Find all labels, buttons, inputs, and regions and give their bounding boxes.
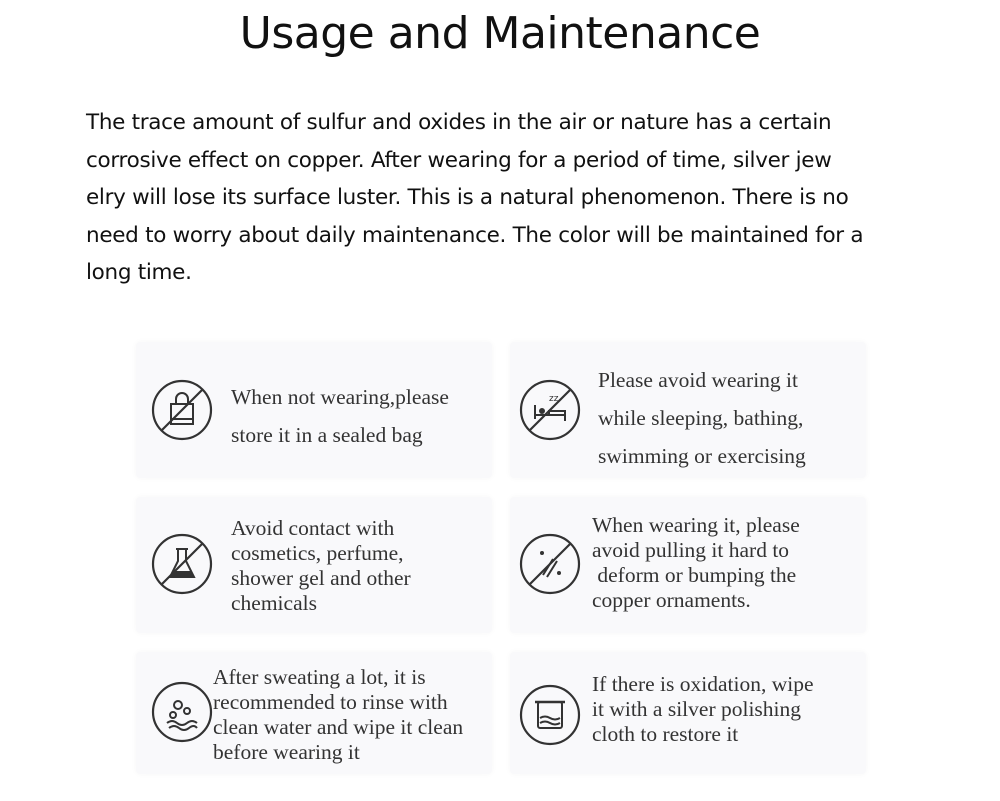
no-pulling-icon (519, 533, 581, 595)
tip-line: chemicals (231, 591, 317, 615)
no-sleep-bath-icon (519, 379, 581, 441)
tip-line: cosmetics, perfume, (231, 541, 404, 565)
tip-line: copper ornaments. (592, 588, 751, 612)
tip-line: recommended to rinse with (213, 690, 448, 714)
tip-text (231, 516, 411, 616)
rinse-water-icon (151, 681, 213, 743)
tip-line: swimming or exercising (598, 444, 806, 468)
tip-line: store it in a sealed bag (231, 423, 423, 447)
tip-line: while sleeping, bathing, (598, 406, 804, 430)
tip-line: it with a silver polishing (592, 697, 802, 721)
intro-line: elry will lose its surface luster. This is a natural phenomenon. There is no (86, 185, 849, 210)
tip-line: When not wearing,please (231, 385, 449, 409)
tip-card-chemicals (136, 497, 492, 633)
tip-text (213, 665, 463, 765)
tip-text (598, 361, 806, 475)
tip-line: before wearing it (213, 740, 360, 764)
tip-line: Avoid contact with (231, 516, 395, 540)
tip-line: clean water and wipe it clean (213, 715, 464, 739)
no-bag-icon (151, 379, 213, 441)
tip-line: After sweating a lot, it is (213, 665, 426, 689)
tip-card-rinse (136, 652, 492, 774)
intro-line: corrosive effect on copper. After wearing for a period of time, silver jew (86, 147, 832, 173)
tip-card-polish (510, 652, 866, 774)
tip-line: If there is oxidation, wipe (592, 672, 814, 696)
intro-line: long time. (86, 260, 192, 285)
tip-text (592, 672, 814, 747)
tip-card-avoid-activities (510, 342, 866, 478)
intro-paragraph (86, 104, 936, 292)
svg-text:zz: zz (549, 394, 559, 404)
tip-line: cloth to restore it (592, 722, 739, 746)
no-chemicals-icon (151, 533, 213, 595)
tip-text (592, 513, 800, 613)
tip-line: Please avoid wearing it (598, 368, 799, 392)
tip-line: deform or bumping the (592, 563, 797, 587)
page-title: Usage and Maintenance (239, 8, 761, 59)
intro-line: need to worry about daily maintenance. The color will be maintained for a (86, 222, 864, 248)
polishing-cloth-icon (519, 684, 581, 746)
tip-line: shower gel and other (231, 566, 411, 590)
tip-line: When wearing it, please (592, 513, 800, 537)
tip-text (231, 378, 449, 454)
tip-line: avoid pulling it hard to (592, 538, 790, 562)
tip-card-sealed-bag (136, 342, 492, 478)
intro-line: The trace amount of sulfur and oxides in the air or nature has a certain (86, 110, 832, 135)
tip-card-pulling (510, 497, 866, 633)
